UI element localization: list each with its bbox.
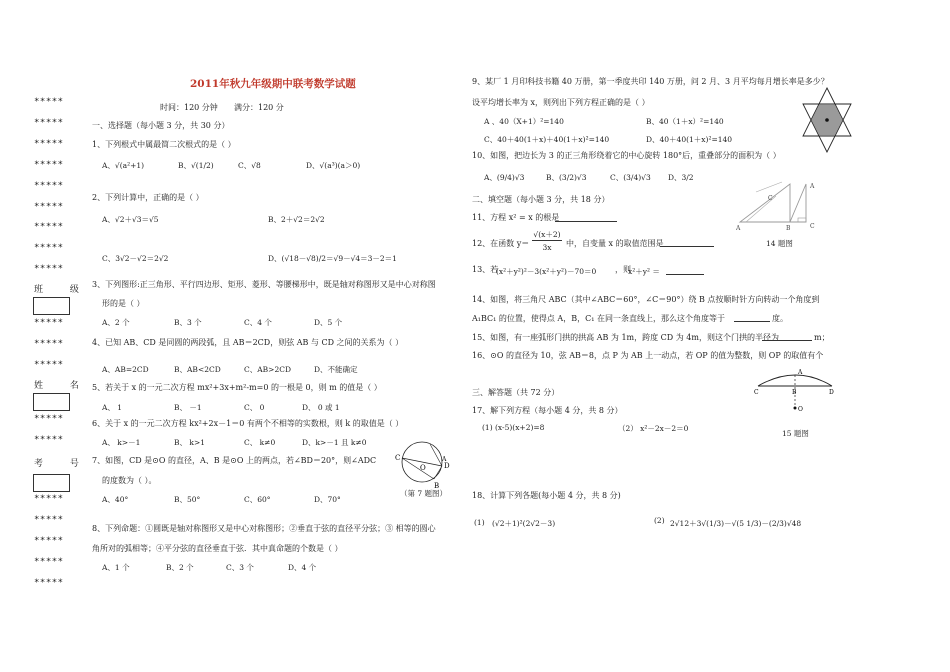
figure-caption: 14 题图 xyxy=(766,239,793,248)
option: C、 k≠0 xyxy=(244,438,276,447)
star-row: ***** xyxy=(34,222,64,232)
expression: x²＋y² ＝ xyxy=(628,267,660,276)
option: B、(3/2)√3 xyxy=(546,173,587,182)
number-label: 考 号 xyxy=(34,459,91,469)
option: D、不能确定 xyxy=(314,365,358,374)
hexagram-figure-q10 xyxy=(800,86,854,156)
option: C、 0 xyxy=(244,403,265,412)
option: A、 1 xyxy=(102,403,123,412)
question-9: 9、某厂 1 月印科技书籍 40 万册，第一季度共印 140 万册，问 2 月、3 月平均每月增长率是多少？ xyxy=(472,77,829,86)
svg-text:D: D xyxy=(444,462,450,470)
svg-text:O: O xyxy=(798,406,803,413)
question-13-cont: ，则 xyxy=(615,265,631,274)
fraction-numerator: √(x＋2) xyxy=(533,230,561,239)
name-field[interactable] xyxy=(33,393,70,411)
sub-question: (1) (x-5)(x+2)=8 xyxy=(482,423,545,432)
option: B、50° xyxy=(174,495,201,504)
option: C、(3/4)√3 xyxy=(610,173,651,182)
star-row: ***** xyxy=(34,557,64,567)
page-title: 2011年秋九年级期中联考数学试题 xyxy=(190,78,356,90)
circle-figure-q7 xyxy=(394,438,454,492)
option: D、 0 或 1 xyxy=(302,403,340,412)
question-3-cont: 形的是（ ） xyxy=(102,299,145,308)
question-9-cont: 设平均增长率为 x，则列出下列方程正确的是（ ） xyxy=(472,98,650,107)
equation: (x²＋y²)²－3(x²＋y²)－70＝0 xyxy=(496,267,597,276)
svg-text:B: B xyxy=(434,482,440,490)
option: A、 k>－1 xyxy=(102,438,141,447)
answer-blank[interactable] xyxy=(555,221,617,222)
option: A 、40（X+1）²=140 xyxy=(484,117,564,126)
question-10: 10、如图，把边长为 3 的正三角形绕着它的中心旋转 180°后，重叠部分的面积为（ ） xyxy=(472,151,781,160)
sub-question-label: (2) xyxy=(654,516,665,525)
answer-blank[interactable] xyxy=(734,321,770,322)
star-row: ***** xyxy=(34,243,64,253)
section-heading: 一、选择题（每小题 3 分，共 30 分） xyxy=(92,121,230,130)
option: A、2 个 xyxy=(102,318,130,327)
option: C、AB>2CD xyxy=(244,365,291,374)
class-label: 班 级 xyxy=(34,285,91,295)
option: C、3 个 xyxy=(226,563,254,572)
svg-text:A: A xyxy=(798,369,803,376)
svg-text:D: D xyxy=(829,389,834,396)
option: C、40＋40(1＋x)＋40(1＋x)²=140 xyxy=(484,135,610,144)
answer-blank[interactable] xyxy=(762,340,812,341)
exam-time: 时间：120 分钟 xyxy=(160,103,218,112)
option: D、5 个 xyxy=(314,318,343,327)
svg-text:B: B xyxy=(792,389,797,396)
option: B、AB<2CD xyxy=(174,365,221,374)
question-8-cont: 角所对的弧相等；④平分弦的直径垂直于弦．其中真命题的个数是（ ） xyxy=(92,544,343,553)
option: C、√8 xyxy=(238,161,261,170)
option: B、3 个 xyxy=(174,318,202,327)
question-15: 15、如图，有一座弧形门拱的拱高 AB 为 1m，跨度 CD 为 4m，则这个门拱的半径为 xyxy=(472,333,779,342)
arch-figure-q15 xyxy=(752,362,836,418)
svg-text:O: O xyxy=(420,464,426,472)
answer-blank[interactable] xyxy=(660,246,714,247)
star-row: ***** xyxy=(34,160,64,170)
option: A、√(a²+1) xyxy=(102,161,145,170)
star-row: ***** xyxy=(34,318,64,328)
option: B、2 个 xyxy=(166,563,194,572)
unit-label: 度。 xyxy=(772,314,788,323)
svg-text:B: B xyxy=(786,225,791,232)
question-12-cont: 中，自变量 x 的取值范围是 xyxy=(566,239,664,248)
exam-score: 满分：120 分 xyxy=(234,103,284,112)
question-3: 3、下列图形:正三角形、平行四边形、矩形、菱形、等腰梯形中，既是轴对称图形又是中心对称图 xyxy=(92,280,436,289)
question-13: 13、若 xyxy=(472,265,499,274)
option: D、4 个 xyxy=(288,563,317,572)
option: B、40（1＋x）²=140 xyxy=(646,117,724,126)
star-row: ***** xyxy=(34,339,64,349)
question-7-cont: 的度数为（ ）。 xyxy=(102,476,157,485)
expression: (√2＋1)²(2√2－3) xyxy=(492,519,556,528)
figure-caption: （第 7 题图） xyxy=(400,489,448,498)
option: C、4 个 xyxy=(244,318,272,327)
option: A、√2＋√3＝√5 xyxy=(102,215,159,224)
option: A、(9/4)√3 xyxy=(484,173,525,182)
expression: 2√12＋3√(1/3)－√(5 1/3)－(2/3)√48 xyxy=(670,519,802,528)
option: A、1 个 xyxy=(102,563,130,572)
svg-text:A: A xyxy=(736,225,741,232)
name-label: 姓 名 xyxy=(34,381,91,391)
option: B、√(1/2) xyxy=(178,161,214,170)
option: A、40° xyxy=(102,495,129,504)
star-row: ***** xyxy=(34,181,64,191)
star-row: ***** xyxy=(34,202,64,212)
option: D、40＋40(1＋x)²=140 xyxy=(646,135,733,144)
question-6: 6、关于 x 的一元二次方程 kx²+2x－1＝0 有两个不相等的实数根，则 k 的取值是（ ） xyxy=(92,419,404,428)
svg-text:A: A xyxy=(442,456,447,463)
star-row: ***** xyxy=(34,494,64,504)
class-field[interactable] xyxy=(33,297,70,315)
option: B、 k>1 xyxy=(174,438,205,447)
star-row: ***** xyxy=(34,435,64,445)
question-4: 4、已知 AB、CD 是同圆的两段弧，且 AB＝2CD，则弦 AB 与 CD 之间的关系为（ ） xyxy=(92,338,404,347)
question-14: 14、如图，将三角尺 ABC（其中∠ABC＝60°，∠C＝90°）绕 B 点按顺时针方向转动一个角度到 xyxy=(472,295,820,304)
star-row: ***** xyxy=(34,97,64,107)
fraction-denominator: 3x xyxy=(542,243,552,252)
sub-question-label: (1) xyxy=(474,518,485,527)
question-11: 11、方程 x² = x 的根是 xyxy=(472,213,560,222)
star-row: ***** xyxy=(34,264,64,274)
unit-label: m； xyxy=(814,333,830,342)
question-5: 5、若关于 x 的一元二次方程 mx²+3x+m²-m=0 的一根是 0，则 m 的值是（ ） xyxy=(92,383,382,392)
svg-text:C: C xyxy=(754,389,759,396)
option: C、3√2－√2＝2√2 xyxy=(102,254,169,263)
option: B、 －1 xyxy=(174,403,202,412)
star-row: ***** xyxy=(34,414,64,424)
star-row: ***** xyxy=(34,515,64,525)
triangle-ruler-figure-q14 xyxy=(736,178,832,234)
star-row: ***** xyxy=(34,360,64,370)
question-8: 8、下列命题：①圆既是轴对称图形又是中心对称图形；②垂直于弦的直径平分弦；③ 相等的圆心 xyxy=(92,524,436,533)
star-row: ***** xyxy=(34,578,64,588)
option: A、AB=2CD xyxy=(102,365,149,374)
number-field[interactable] xyxy=(33,474,70,492)
option: C、60° xyxy=(244,495,271,504)
question-17: 17、解下列方程（每小题 4 分，共 8 分） xyxy=(472,406,623,415)
question-2: 2、下列计算中，正确的是（ ） xyxy=(92,193,204,202)
option: D、3/2 xyxy=(668,173,694,182)
figure-caption: 15 题图 xyxy=(782,429,809,438)
question-16: 16、⊙O 的直径为 10，弦 AB＝8，点 P 为 AB 上一动点，若 OP 的值为整数，则 OP 的取值有个 xyxy=(472,351,824,360)
option: D、k>－1 且 k≠0 xyxy=(302,438,367,447)
svg-text:C: C xyxy=(810,223,815,230)
question-12: 12、在函数 y＝ xyxy=(472,239,530,248)
answer-blank[interactable] xyxy=(666,274,704,275)
option: D、√(a³)(a＞0) xyxy=(306,161,361,170)
section-heading: 二、填空题（每小题 3 分，共 18 分） xyxy=(472,195,610,204)
option: D、70° xyxy=(314,495,341,504)
question-1: 1、下列根式中属最简二次根式的是（ ） xyxy=(92,140,236,149)
option: B、2＋√2＝2√2 xyxy=(268,215,325,224)
question-7: 7、如图，CD 是⊙O 的直径，A、B 是⊙O 上的两点，若∠BD＝20°，则∠ADC xyxy=(92,456,377,465)
option: D、(√18－√8)/2＝√9－√4＝3－2＝1 xyxy=(268,254,397,263)
question-14-cont: A₁BC₁ 的位置，使得点 A，B，C₁ 在同一条直线上，那么这个角度等于 xyxy=(472,314,725,323)
sub-question: （2） x²－2x－2＝0 xyxy=(618,424,689,433)
star-row: ***** xyxy=(34,118,64,128)
svg-text:C: C xyxy=(768,195,773,202)
section-heading: 三、解答题（共 72 分） xyxy=(472,388,560,397)
svg-text:A: A xyxy=(810,183,815,190)
star-row: ***** xyxy=(34,536,64,546)
svg-text:C: C xyxy=(395,454,401,462)
question-18: 18、计算下列各题(每小题 4 分，共 8 分) xyxy=(472,491,621,500)
star-row: ***** xyxy=(34,139,64,149)
